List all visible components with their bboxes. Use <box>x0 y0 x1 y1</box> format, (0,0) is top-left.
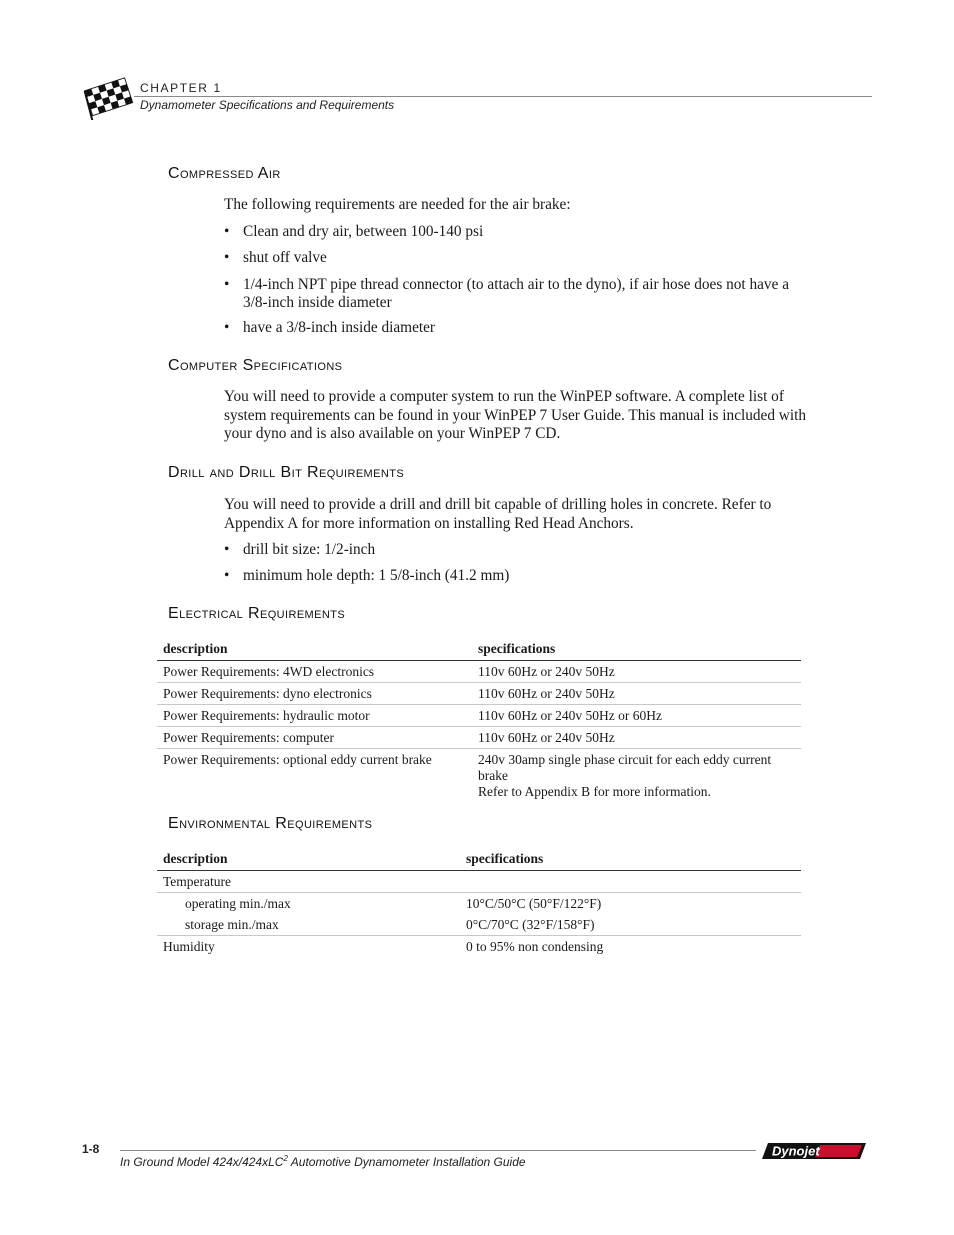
table-row <box>157 936 801 958</box>
section-heading-environmental: Environmental Requirements <box>168 815 373 832</box>
environmental-requirements-table <box>157 851 801 957</box>
header-divider <box>134 96 872 97</box>
table-row <box>157 705 801 727</box>
table-cell-line: Refer to Appendix B for more information. <box>478 784 711 799</box>
section-heading-computer: Computer Specifications <box>168 357 343 374</box>
table-row <box>157 727 801 749</box>
list-item: • Clean and dry air, between 100-140 psi <box>224 223 484 240</box>
section-heading-compressed-air: Compressed Air <box>168 165 281 182</box>
table-cell: Power Requirements: dyno electronics <box>157 683 472 705</box>
column-header-specifications: specifications <box>460 851 801 871</box>
table-cell: Power Requirements: hydraulic motor <box>157 705 472 727</box>
table-cell: 110v 60Hz or 240v 50Hz or 60Hz <box>472 705 801 727</box>
table-header-row <box>157 641 801 661</box>
table-header-row <box>157 851 801 871</box>
chapter-title: Dynamometer Specifications and Requirements <box>140 98 395 112</box>
table-cell: 110v 60Hz or 240v 50Hz <box>472 683 801 705</box>
table-cell <box>460 871 801 893</box>
computer-body: You will need to provide a computer system to run the WinPEP software. A complete list of system requirements can be found in your WinPEP 7 User Guide. This manual is included with your dyno and is also available on your WinPEP 7 CD. <box>224 388 806 442</box>
table-cell: 0°C/70°C (32°F/158°F) <box>460 914 801 936</box>
list-item: • minimum hole depth: 1 5/8-inch (41.2 mm) <box>224 567 510 584</box>
table-cell-line: 240v 30amp single phase circuit for each eddy current brake <box>478 752 772 783</box>
compressed-air-intro: The following requirements are needed for the air brake: <box>224 196 571 213</box>
table-cell: 10°C/50°C (50°F/122°F) <box>466 896 602 911</box>
page-number: 1-8 <box>82 1142 100 1156</box>
drill-body: You will need to provide a drill and drill bit capable of drilling holes in concrete. Refer to Appendix A for more information on installing Red Head Anchors. <box>224 496 772 532</box>
list-item: • 1/4-inch NPT pipe thread connector (to attach air to the dyno), if air hose does not have a 3/8-inch inside diameter <box>224 276 789 311</box>
chapter-label: CHAPTER 1 <box>140 81 222 95</box>
column-header-description: description <box>157 851 460 871</box>
list-item: • have a 3/8-inch inside diameter <box>224 319 435 336</box>
svg-text:Dynojet: Dynojet <box>772 1143 820 1159</box>
section-heading-drill: Drill and Drill Bit Requirements <box>168 464 405 481</box>
table-row <box>157 871 801 893</box>
table-row <box>157 683 801 705</box>
footer-divider <box>120 1150 756 1151</box>
dynojet-logo <box>762 1142 866 1160</box>
table-row <box>157 749 801 803</box>
table-cell <box>472 749 801 803</box>
table-cell: Power Requirements: optional eddy current brake <box>163 752 432 767</box>
electrical-requirements-table <box>157 641 801 802</box>
guide-title: In Ground Model 424x/424xLC$^2$ Automotive Dynamometer Installation Guide <box>120 1154 526 1169</box>
section-heading-electrical: Electrical Requirements <box>168 605 346 622</box>
table-cell: 0 to 95% non condensing <box>466 939 604 954</box>
table-cell: storage min./max <box>157 914 460 936</box>
table-cell: operating min./max <box>185 896 291 911</box>
table-row <box>157 893 801 915</box>
table-cell: Power Requirements: computer <box>157 727 472 749</box>
table-cell: Temperature <box>157 871 460 893</box>
list-item: • shut off valve <box>224 249 327 266</box>
column-header-description: description <box>157 641 472 661</box>
column-header-specifications: specifications <box>472 641 801 661</box>
table-cell: Humidity <box>163 939 215 954</box>
table-row <box>157 914 801 936</box>
checkered-flag-icon <box>82 76 134 120</box>
table-cell: 110v 60Hz or 240v 50Hz <box>472 727 801 749</box>
table-cell: Power Requirements: 4WD electronics <box>157 661 472 683</box>
list-item: • drill bit size: 1/2-inch <box>224 541 376 558</box>
table-row <box>157 661 801 683</box>
table-cell: 110v 60Hz or 240v 50Hz <box>472 661 801 683</box>
